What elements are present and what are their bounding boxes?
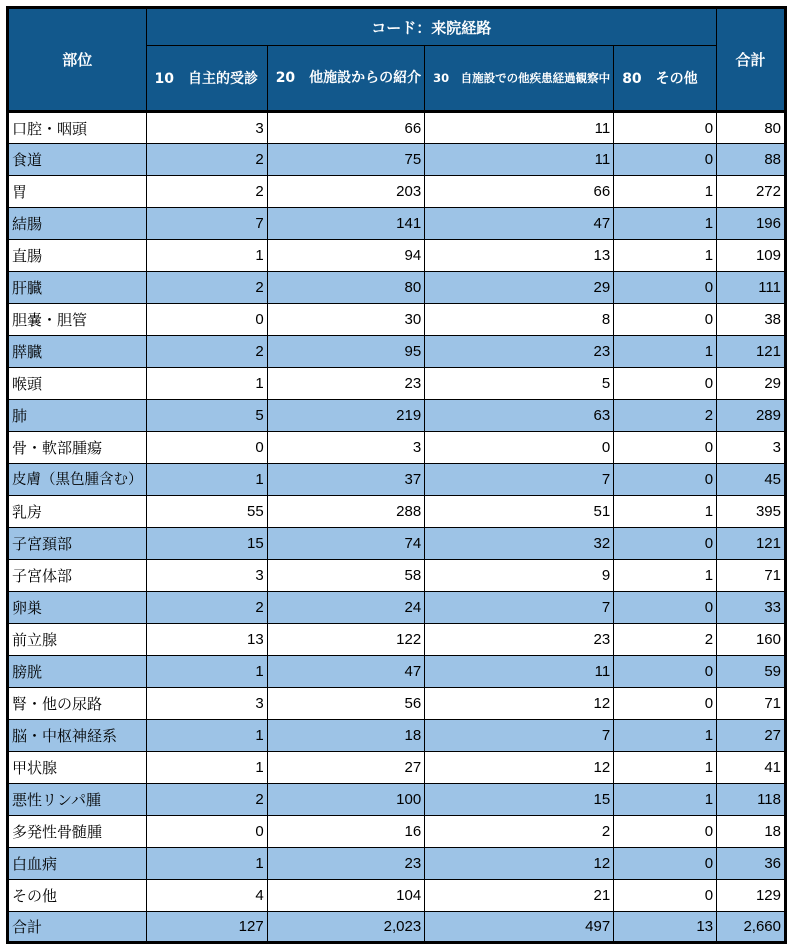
followup-cell: 23 <box>425 336 614 368</box>
other-cell: 0 <box>614 304 717 336</box>
row-total-cell: 289 <box>717 400 786 432</box>
self-visit-cell: 4 <box>146 880 267 912</box>
table-row <box>8 656 786 688</box>
followup-cell: 0 <box>425 432 614 464</box>
header-other: 80 その他 <box>614 46 717 112</box>
self-visit-cell: 7 <box>146 208 267 240</box>
followup-cell: 29 <box>425 272 614 304</box>
self-visit-cell: 5 <box>146 400 267 432</box>
table-row <box>8 592 786 624</box>
other-cell: 2 <box>614 400 717 432</box>
followup-cell: 11 <box>425 656 614 688</box>
other-cell: 1 <box>614 240 717 272</box>
site-label: 子宮体部 <box>8 560 147 592</box>
site-label: 甲状腺 <box>8 752 147 784</box>
other-cell: 0 <box>614 432 717 464</box>
table-row <box>8 176 786 208</box>
row-total-cell: 118 <box>717 784 786 816</box>
row-total-cell: 18 <box>717 816 786 848</box>
site-label: 結腸 <box>8 208 147 240</box>
followup-cell: 15 <box>425 784 614 816</box>
self-visit-cell: 0 <box>146 432 267 464</box>
row-total-cell: 45 <box>717 464 786 496</box>
row-total-cell: 41 <box>717 752 786 784</box>
total-self-visit-cell: 127 <box>146 912 267 943</box>
row-total-cell: 71 <box>717 560 786 592</box>
header-referral: 20 他施設からの紹介 <box>267 46 424 112</box>
self-visit-cell: 1 <box>146 240 267 272</box>
other-cell: 1 <box>614 176 717 208</box>
referral-cell: 75 <box>267 144 424 176</box>
self-visit-cell: 0 <box>146 304 267 336</box>
site-label: 腎・他の尿路 <box>8 688 147 720</box>
table-row <box>8 720 786 752</box>
row-total-cell: 111 <box>717 272 786 304</box>
header-total: 合計 <box>717 8 786 112</box>
row-total-cell: 109 <box>717 240 786 272</box>
table-row <box>8 240 786 272</box>
total-referral-cell: 2,023 <box>267 912 424 943</box>
referral-cell: 3 <box>267 432 424 464</box>
followup-cell: 11 <box>425 144 614 176</box>
followup-cell: 7 <box>425 464 614 496</box>
other-cell: 0 <box>614 464 717 496</box>
site-label: 膀胱 <box>8 656 147 688</box>
row-total-cell: 121 <box>717 336 786 368</box>
row-total-cell: 3 <box>717 432 786 464</box>
self-visit-cell: 1 <box>146 848 267 880</box>
site-label: 胆嚢・胆管 <box>8 304 147 336</box>
self-visit-cell: 2 <box>146 592 267 624</box>
table-row <box>8 144 786 176</box>
referral-cell: 47 <box>267 656 424 688</box>
referral-cell: 104 <box>267 880 424 912</box>
followup-cell: 7 <box>425 592 614 624</box>
self-visit-cell: 2 <box>146 784 267 816</box>
followup-cell: 66 <box>425 176 614 208</box>
site-label: 肺 <box>8 400 147 432</box>
header-self-visit: 10 自主的受診 <box>146 46 267 112</box>
header-site: 部位 <box>8 8 147 112</box>
table-row <box>8 688 786 720</box>
referral-cell: 37 <box>267 464 424 496</box>
self-visit-cell: 3 <box>146 688 267 720</box>
site-label: 胃 <box>8 176 147 208</box>
other-cell: 0 <box>614 592 717 624</box>
row-total-cell: 196 <box>717 208 786 240</box>
referral-cell: 30 <box>267 304 424 336</box>
referral-cell: 95 <box>267 336 424 368</box>
site-label: 悪性リンパ腫 <box>8 784 147 816</box>
table-row <box>8 784 786 816</box>
other-cell: 0 <box>614 848 717 880</box>
site-label: 子宮頚部 <box>8 528 147 560</box>
self-visit-cell: 2 <box>146 272 267 304</box>
other-cell: 1 <box>614 560 717 592</box>
table-row <box>8 368 786 400</box>
totals-label: 合計 <box>8 912 147 943</box>
site-label: 皮膚（黒色腫含む） <box>8 464 147 496</box>
row-total-cell: 272 <box>717 176 786 208</box>
site-label: その他 <box>8 880 147 912</box>
header-referral-route: コード：来院経路 <box>146 8 717 46</box>
table-row <box>8 624 786 656</box>
self-visit-cell: 3 <box>146 112 267 144</box>
table-row <box>8 464 786 496</box>
header-followup: 30 自施設での他疾患経過観察中 <box>425 46 614 112</box>
row-total-cell: 36 <box>717 848 786 880</box>
row-total-cell: 33 <box>717 592 786 624</box>
referral-cell: 66 <box>267 112 424 144</box>
row-total-cell: 80 <box>717 112 786 144</box>
site-label: 前立腺 <box>8 624 147 656</box>
followup-cell: 21 <box>425 880 614 912</box>
followup-cell: 12 <box>425 848 614 880</box>
referral-cell: 80 <box>267 272 424 304</box>
self-visit-cell: 15 <box>146 528 267 560</box>
followup-cell: 12 <box>425 752 614 784</box>
row-total-cell: 27 <box>717 720 786 752</box>
site-label: 白血病 <box>8 848 147 880</box>
row-total-cell: 121 <box>717 528 786 560</box>
followup-cell: 63 <box>425 400 614 432</box>
followup-cell: 13 <box>425 240 614 272</box>
table-row <box>8 272 786 304</box>
self-visit-cell: 2 <box>146 144 267 176</box>
row-total-cell: 29 <box>717 368 786 400</box>
self-visit-cell: 2 <box>146 176 267 208</box>
other-cell: 0 <box>614 656 717 688</box>
followup-cell: 8 <box>425 304 614 336</box>
referral-cell: 27 <box>267 752 424 784</box>
referral-cell: 74 <box>267 528 424 560</box>
table-row <box>8 816 786 848</box>
other-cell: 0 <box>614 368 717 400</box>
site-label: 口腔・咽頭 <box>8 112 147 144</box>
followup-cell: 47 <box>425 208 614 240</box>
table-row <box>8 880 786 912</box>
referral-cell: 18 <box>267 720 424 752</box>
other-cell: 2 <box>614 624 717 656</box>
other-cell: 1 <box>614 208 717 240</box>
table-row <box>8 208 786 240</box>
self-visit-cell: 55 <box>146 496 267 528</box>
followup-cell: 51 <box>425 496 614 528</box>
other-cell: 0 <box>614 112 717 144</box>
cancer-referral-table <box>6 6 787 944</box>
row-total-cell: 160 <box>717 624 786 656</box>
table-row <box>8 304 786 336</box>
row-total-cell: 71 <box>717 688 786 720</box>
self-visit-cell: 1 <box>146 752 267 784</box>
referral-cell: 24 <box>267 592 424 624</box>
site-label: 食道 <box>8 144 147 176</box>
table-row <box>8 848 786 880</box>
table-row <box>8 528 786 560</box>
site-label: 脳・中枢神経系 <box>8 720 147 752</box>
self-visit-cell: 2 <box>146 336 267 368</box>
row-total-cell: 88 <box>717 144 786 176</box>
self-visit-cell: 1 <box>146 464 267 496</box>
site-label: 肝臓 <box>8 272 147 304</box>
site-label: 乳房 <box>8 496 147 528</box>
table-row <box>8 432 786 464</box>
referral-cell: 219 <box>267 400 424 432</box>
referral-cell: 23 <box>267 368 424 400</box>
site-label: 膵臓 <box>8 336 147 368</box>
referral-cell: 141 <box>267 208 424 240</box>
followup-cell: 5 <box>425 368 614 400</box>
site-label: 直腸 <box>8 240 147 272</box>
site-label: 骨・軟部腫瘍 <box>8 432 147 464</box>
followup-cell: 9 <box>425 560 614 592</box>
referral-cell: 122 <box>267 624 424 656</box>
self-visit-cell: 1 <box>146 720 267 752</box>
followup-cell: 7 <box>425 720 614 752</box>
self-visit-cell: 1 <box>146 656 267 688</box>
self-visit-cell: 1 <box>146 368 267 400</box>
followup-cell: 23 <box>425 624 614 656</box>
site-label: 多発性骨髄腫 <box>8 816 147 848</box>
other-cell: 0 <box>614 688 717 720</box>
referral-cell: 94 <box>267 240 424 272</box>
row-total-cell: 59 <box>717 656 786 688</box>
referral-cell: 58 <box>267 560 424 592</box>
followup-cell: 11 <box>425 112 614 144</box>
referral-cell: 56 <box>267 688 424 720</box>
total-other-cell: 13 <box>614 912 717 943</box>
table-row <box>8 752 786 784</box>
total-followup-cell: 497 <box>425 912 614 943</box>
other-cell: 0 <box>614 144 717 176</box>
other-cell: 1 <box>614 752 717 784</box>
table-row <box>8 112 786 144</box>
row-total-cell: 395 <box>717 496 786 528</box>
referral-cell: 203 <box>267 176 424 208</box>
table-row <box>8 560 786 592</box>
table-row <box>8 336 786 368</box>
self-visit-cell: 13 <box>146 624 267 656</box>
followup-cell: 12 <box>425 688 614 720</box>
total-row-total-cell: 2,660 <box>717 912 786 943</box>
self-visit-cell: 3 <box>146 560 267 592</box>
row-total-cell: 129 <box>717 880 786 912</box>
table-row <box>8 400 786 432</box>
row-total-cell: 38 <box>717 304 786 336</box>
self-visit-cell: 0 <box>146 816 267 848</box>
totals-row <box>8 912 786 943</box>
table-row <box>8 496 786 528</box>
referral-cell: 23 <box>267 848 424 880</box>
referral-cell: 288 <box>267 496 424 528</box>
followup-cell: 2 <box>425 816 614 848</box>
other-cell: 0 <box>614 528 717 560</box>
followup-cell: 32 <box>425 528 614 560</box>
site-label: 卵巣 <box>8 592 147 624</box>
other-cell: 1 <box>614 784 717 816</box>
other-cell: 0 <box>614 816 717 848</box>
other-cell: 1 <box>614 720 717 752</box>
other-cell: 0 <box>614 880 717 912</box>
other-cell: 0 <box>614 272 717 304</box>
site-label: 喉頭 <box>8 368 147 400</box>
referral-cell: 16 <box>267 816 424 848</box>
other-cell: 1 <box>614 336 717 368</box>
referral-cell: 100 <box>267 784 424 816</box>
other-cell: 1 <box>614 496 717 528</box>
